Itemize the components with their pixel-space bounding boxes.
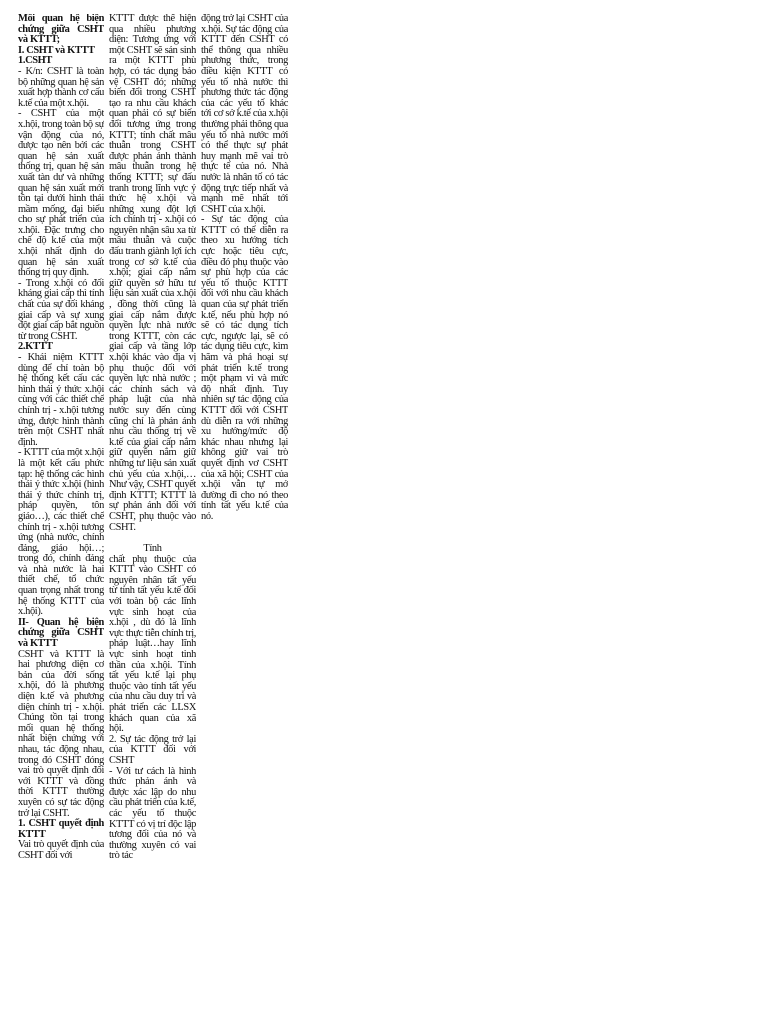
paragraph: KTTT được thể hiện qua nhiều phương diện: Tương ứng với một CSHT sẽ sản sinh ra một KTTT phù hợp, có tác dụng bảo vệ CSHT đó; những biến đổi trong CSHT tạo ra nhu cầu khách quan phải có sự biến đổi tương ứng trong KTTT; tính chất mâu thuẫn trong CSHT được phản ánh thành mâu thuẫn trong hệ thống KTTT; sự đấu tranh trong lĩnh vực ý thức hệ x.hội và những xung đột lợi ích chính trị - x.hội có nguyên nhận sâu xa từ mâu thuẫn và cuộc đấu tranh giành lợi ích trong cơ sở k.tế của x.hội; giai cấp nắm giữ quyền sở hữu tư liệu sản xuất của x.hội , đồng thời cũng là giai cấp nắm được quyền lực nhà nước trong KTTT, còn các giai cấp và tầng lớp x.hội khác vào địa vị phụ thuộc đối với quyền lực nhà nước ; các chính sách và pháp luật của nhà nước suy đến cùng cũng chỉ là phản ánh nhu cầu thống trị về k.tế của giai cấp nắm giữ quyền nắm giữ những tư liệu sản xuất chủ yếu của x.hội,… Như vậy, CSHT quyết định KTTT; KTTT là sự phản ánh đối với CSHT, phụ thuộc vào CSHT. <box>109 14 196 533</box>
section-heading: 1.CSHT <box>18 55 52 67</box>
section-heading: 2.KTTT <box>18 341 53 353</box>
document-page <box>18 14 288 1004</box>
text-column-3 <box>201 14 288 1004</box>
paragraph: - Khái niệm KTTT dùng để chỉ toàn bộ hệ thống kết cấu các hình thái ý thức x.hội cùng với các thiết chế chính trị - x.hội tương ứng, được hình thành trên một CSHT nhất định. <box>18 352 104 448</box>
paragraph: động trở lại CSHT của x.hội. Sự tác động của KTTT đến CSHT có thể thông qua nhiều phương thức, trong điều kiện KTTT có yếu tố nhà nước thì phương thức tác động của các yếu tố khác tới cơ sở k.tế của x.hội thường phải thông qua yếu tố nhà nước mới có thể thực sự phát huy mạnh mẽ vai trò thực tế của nó. Nhà nước là nhân tố có tác động trực tiếp nhất và mạnh mẽ nhất tới CSHT của x.hội. <box>201 14 288 215</box>
section-heading: II- Quan hệ biện chứng giữa CSHT và KTTT <box>18 616 104 650</box>
section-heading: I. CSHT và KTTT <box>18 44 95 56</box>
paragraph: - Trong x.hội có đối kháng giai cấp thì tính chất của sự đối kháng giai cấp và sự xung đột giai cấp bắt nguồn từ trong CSHT. <box>18 277 104 342</box>
paragraph: - CSHT của một x.hội, trong toàn bộ sự vận động của nó, được tạo nên bởi các quan hệ sản xuất thống trị, quan hệ sản xuất tàn dư và những quan hệ sản xuất mới tồn tại dưới hình thái mầm mống, đại biểu cho sự phát triển của x.hội. Đặc trưng cho chế độ k.tế của một x.hội nhất định do quan hệ sản xuất thống trị quy định. <box>18 108 104 279</box>
paragraph: Tính <box>143 543 162 555</box>
text-column-2 <box>109 14 196 1004</box>
paragraph: - Sự tác động của KTTT có thể diễn ra theo xu hướng tích cực hoặc tiêu cực, điều đó phụ thuộc vào sự phù hợp của các yếu tố thuộc KTTT đối với nhu cầu khách quan của sự phát triển k.tế, nếu phù hợp nó sẽ có tác dụng tích cực, ngược lại, sẽ có tác dụng tiêu cực, kìm hãm và phá hoại sự phát triển k.tế trong một phạm vi và mức độ nhất định. Tuy nhiên sự tác động của KTTT đối với CSHT dù diễn ra với những xu hướng/mức độ khác nhau nhưng lại không giữ vai trò quyết định vơ CSHT của xã hội; CSHT của x.hội vẫn tự mở đường đi cho nó theo tính tất yếu k.tế của nó. <box>201 214 288 522</box>
paragraph: 2. Sự tác động trở lại của KTTT đối với CSHT <box>109 733 196 766</box>
section-heading: Mối quan hệ biện chứng giữa CSHT và KTTT; <box>18 14 104 46</box>
paragraph: chất phụ thuộc của KTTT vào CSHT có nguyên nhân tất yếu từ tính tất yếu k.tế đối với toàn bộ các lĩnh vực sinh hoạt của x.hội , dù đó là lĩnh vực thực tiễn chính trị, pháp luật…hay lĩnh vực sinh hoạt tinh thần của x.hội. Tính tất yếu k.tế lại phụ thuộc vào tính tất yếu của nhu cầu duy trì và phát triển các LLSX khách quan của xã hội. <box>109 553 196 735</box>
section-heading: 1. CSHT quyết định KTTT <box>18 818 104 840</box>
paragraph: - KTTT của một x.hội là một kết cấu phức tạp: hệ thống các hình thái ý thức x.hội (hình thái ý thức chính trị, pháp quyền, tôn giáo…), các thiết chế chính trị - x.hội tương ứng (nhà nước, chính đảng, giáo hội…; trong đó, chính đảng và nhà nước là hai thiết chế, tổ chức quan trọng nhất trong hệ thống KTTT của x.hội). <box>18 447 104 618</box>
paragraph: - Với tư cách là hình thức phản ánh và được xác lập do nhu cầu phát triển của k.tế, các yếu tố thuộc KTTT có vị trí độc lập tương đối của nó và thường xuyên có vai trò tác <box>109 765 196 862</box>
text-column-1 <box>18 14 104 1004</box>
paragraph: Vai trò quyết định của CSHT đối với <box>18 839 104 861</box>
paragraph: CSHT và KTTT là hai phương diện cơ bản của đời sống x.hội, đó là phương diện k.tế và phương diện chính trị - x.hội. Chúng tồn tại trong mối quan hệ thống nhất biện chứng với nhau, tác động nhau, trong đó CSHT đóng vai trò quyết định đối với KTTT và đồng thời KTTT thường xuyên có sự tác động trở lại CSHT. <box>18 648 104 819</box>
paragraph: - K/n: CSHT là toàn bộ những quan hệ sản xuất hợp thành cơ cấu k.tế của một x.hội. <box>18 65 104 109</box>
